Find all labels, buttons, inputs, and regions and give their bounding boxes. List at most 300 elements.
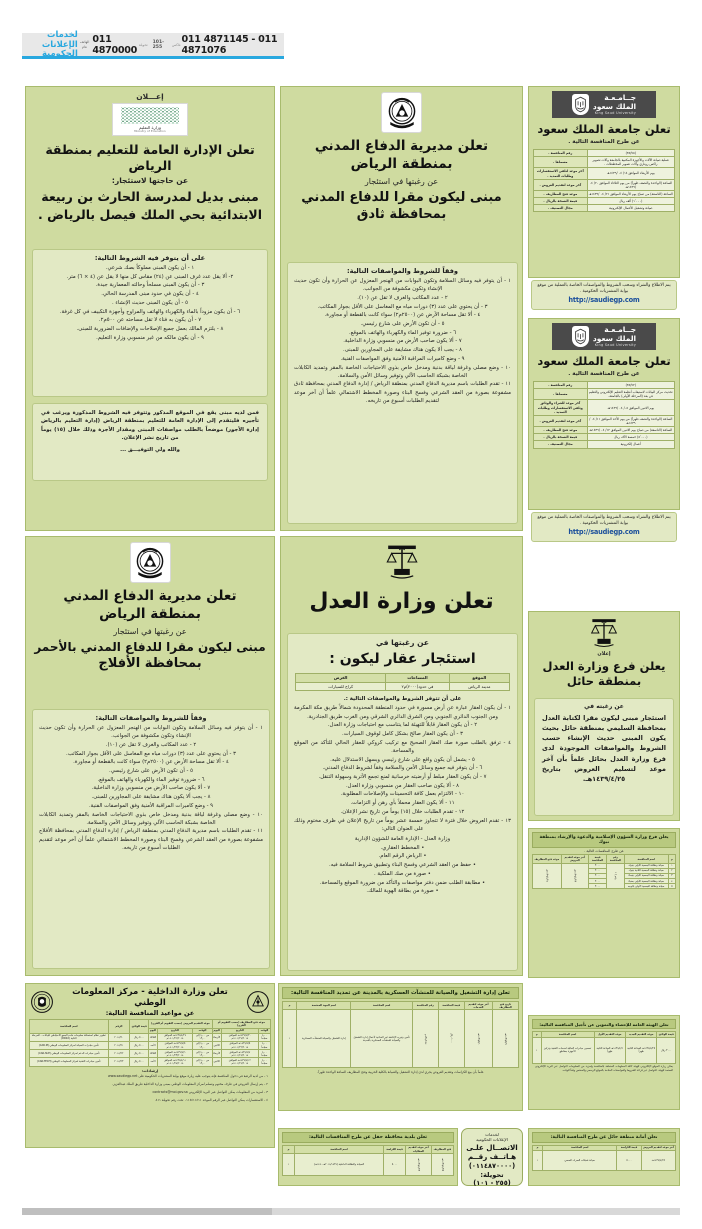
ksu-logo-en: King Saud University [594,111,637,116]
contact-ext-number: (٢٥٥ - ١٠١) [473,1179,511,1188]
military-ops-footnote: علماً بأن بيع الكراسات وتقديم العروض يجري لدى إدارة التشغيل والصيانة بالكلية الحربية وفتح المظاريف الساعة الواحدة ظهراً. [317,1069,484,1074]
cd2-headline-2: بمنطقة الرياض [99,605,201,622]
ntis-note-1: ١ - من لديه الرغبة في دخول المنافسة فإنه يتوجب عليه زيارة موقع بوابة المشتريات الحكومية على www.saudiegp.net [108,1074,268,1079]
announcement-municipality-haql [278,1128,458,1186]
cd1-sub-2: مبنى ليكون مقرا للدفاع المدني [301,190,502,206]
cell-label: مسماها . [534,389,588,400]
col-index: م [283,1002,297,1010]
list-item: ٢ - عدد المكاتب والغرف لا تقل عن (١٠). [105,741,197,748]
cell-index: ١ [283,1010,297,1068]
list-item: ٤ - ألا تقل مساحة الأرض عن (٢٥٠٠م٢) سواء كانت بالقطعة أو مجاورة. [324,312,481,319]
ksu-logo-2 [552,323,656,350]
cell-name: تحسين مبادرات الحالية لخدمات التقنية وتركيز الأجهزة بمقاطع [541,1037,594,1063]
ksu1-headline: تعلن جامعة الملك سعود [537,122,671,137]
cell-deadline: ١٤٣٩/٤/٢٥هـ [641,1150,675,1170]
table-row [534,441,675,448]
ntis-note-3: ٣ - لمزيد من المعلومات يمكن التواصل عبر البريد الإلكتروني contracts@moi.gov.sa [152,1089,268,1094]
cell-open-date: ١٤٣٩/٤/٣٠هـ الموافق ١٤٠١/٢٧/٢٠١٨م [221,1033,258,1041]
cell-purpose: كراج للسيارات [296,682,386,691]
cell-open-date: ١٤٣٩/٥/٦هـ [493,1010,519,1068]
hail-headline-1: يعلن فرع وزارة العدل [542,659,666,673]
moj-headline: تعلن وزارة العدل [309,589,494,614]
contact-line-2: الإعلانات الحكومية [476,1137,508,1143]
col-open-time: الوقت [258,1028,270,1033]
cell-label: قيمة النسخة بالريال . [534,434,588,441]
cell-old-date: ١٤٣٩/٤/٦هـ الساعة الثانية ظهراً [594,1037,625,1063]
list-item: ٦ - أن يكون مزوداً بالماء والكهرباء والهاتف والمراوح وأجهزة التكييف في كل غرفة. [59,308,241,315]
moe-closing-box [32,403,268,481]
portal-note-text: يتم الاطلاع والشراء وسحب الشروط والمواصفات الخاصة بالعملية من موقع بوابة المشتريات الحكومية . [537,515,671,527]
hail-secretariat-title: تعلن أمانة منطقة حائل عن طرح المنافسة التالية: [532,1132,676,1143]
cell-label: قيمة النسخة بالريال . [534,198,588,205]
cell-open-date: ١٤٣٩/٤/١٢هـ الموافق ١٤٠١/٢٩/٢٠١٨م [221,1058,258,1066]
cell-value: ٣٠٠٠ [588,873,607,878]
cell-price: ٥٠٠٠ [617,1150,641,1170]
list-item: ٣ - أن يحتوي على عدد (٣) دورات مياه مع المغاسل على الأقل بجوار المكاتب. [317,303,488,310]
postponement-footnote: يمكن زيارة الموقع الإلكتروني للهيئة كافة المعلومات المتعلقة بالمنافسة ولمزيد من المعلومات التواصل عبر البريد الإلكتروني المعتمد للهيئة. للتواصل عبر قراءة الشروط والمواصفات المتاحة بالموقع الرسمي والمختص وفقاً للوقت. [535,1065,673,1072]
col-index: م [533,1145,543,1150]
table-row [534,389,675,400]
table-row [534,168,675,179]
cell-value: الساعة (الواحدة والنصف ظهراً) من يوم الثلاثاء الموافق ٢٠/ ٠٤ /١٤٣٩هـ [587,179,674,190]
cell-open-time: ٩٫٠٠ صباحاً [258,1033,270,1041]
cell-sub-time: من ٩٫٠٠ إلى ١٣٫٠٠ [193,1033,212,1041]
ntis-note-4: ٤ - الاستفسارات يمكن التواصل عبر الرقم الموحد ٠١١٤٤١١٤١١ تحت رقم تحويلة ٤١١. [154,1097,268,1102]
cell-sub-date: ١٤٣٩/٤/٦هـ الموافق ١٤٠١/٢٣/٢٠١٨م [157,1050,193,1058]
cell-value: (١٬٠٠٠) ألف ريال [587,198,674,205]
military-ops-rows [283,1010,519,1068]
hail-body-text: استئجار مبنى ليكون مقرا لكتابة العدل بمحافظة السليمي بمنطقة حائل بحيث يكون المبنى حديث الإنشاء حسب الشروط والمواصفات الموجودة لدى فرع وزارة العدل بحائل علماً بأن آخر موعد لتسليم العروض بتاريخ ١٤٣٩/٤/٢٥هـ. [542,713,666,784]
cell-value: صيانة وتشغيل الأعمال الإلكترونية [587,205,674,212]
table-row [534,149,675,156]
list-item: ٢ - عدد المكاتب والغرف لا تقل عن (١٠). [357,294,448,301]
ntis-title: تعلن وزارة الداخلية - مركز المعلومات الوطني [72,987,228,1008]
announcement-ministry-of-education [25,86,275,531]
civil-defense-emblem-1 [381,92,422,133]
cell-opening: ١٤٣٩/٤/٢٥هـ [431,1154,453,1176]
list-item: ٧ - أن يكون العقار مبلط أو أرضيته خرسانية لمنع تجمع الأتربة وسهولة التنقل. [318,774,487,781]
cell-value: ٥٠٠٠ ريال [130,1041,149,1049]
cell-name: تطوير نظام استضافة معلومات خادم الجمع الاحتياطي للبيانات - المرحلة الثانية (DR02) [30,1033,109,1041]
table-header-row [283,1145,454,1153]
cell-price: ٥٠٠٠ [383,1154,405,1176]
col-purpose: الغرض [296,674,386,683]
col-price: قيمة الكراسة [383,1145,405,1153]
ksu-logo-ar2: الملك سعود [592,333,637,343]
moe-sub-2: مبنى بديل لمدرسة الحارث بن ربيعة [41,189,259,204]
table-row [283,1154,454,1176]
cell-label: آخر موعد لتقديم العروض . [534,415,588,426]
announcement-civil-defense-aflaj [25,536,275,976]
cell-name: الصيانة والنظافة الداخلية (٢٠١٨/١٤٣٩هـ-١٤٤٠هـ) [295,1154,384,1176]
announcement-ksu-tender-3875 [528,86,680,278]
col-submission-group: موعد التقديم العروض (حسب التقويم أم القرى) [149,1020,212,1028]
list-item: ٩ - وضع كاميرات المراقبة الأمنية وفق المواصفات الفنية. [88,802,214,809]
table-row [533,1037,676,1063]
list-item: ٧ - ألا يكون صاحب الأرض من منسوبي وزارة الداخلية. [91,785,211,792]
list-item: ١ - أن يكون المبنى مملوكاً بصك شرعي. [105,265,195,271]
col-submission-deadline: آخر موعد لتقديم العروض [561,855,588,863]
ksu-logo-text-1 [593,94,636,115]
list-item: ٧ - أن يكون به فناء لا تقل مساحته عن ٥٠٠م٢. [98,317,202,324]
announcement-ministry-of-justice [280,536,523,976]
cell-open-time: ٩٫٠٠ صباحاً [258,1050,270,1058]
cd1-headline-1: تعلن مديرية الدفاع المدني [314,138,489,154]
cell-location: مدينة الرياض [449,682,509,691]
civil-defense-emblem-2 [130,542,171,583]
cell-label: مسماها . [534,157,588,168]
moj-requirements-table [295,673,509,691]
announcement-military-facilities-ops [278,983,523,1111]
cd1-headline-2: بمنطقة الرياض [350,155,453,172]
ntis-header-row [29,987,271,1017]
table-row [534,157,675,168]
cell-value: (٥٬٠٠٠) خمسة الآف ريال [587,434,674,441]
hail-secretariat-table [532,1145,676,1171]
col-value: قيمة المنافسة [438,1002,464,1010]
military-ops-table [282,1001,519,1068]
list-item: ١١ - تقدم الطلبات باسم مديرية الدفاع المدني بمنطقة الرياض / إدارة الدفاع المدني بمحافظة ثادق مشفوعة بصورة من العقد الشرعي وفسح البناء وصورة المخطط الاشتمالي علماً أن آخر موعد لتقديم الطلبات أسبوع من تاريخه. [294,381,511,404]
col-price: قيمة الكراسة [617,1145,641,1150]
cell-value: (٣٨/٧٢) [587,381,674,388]
islamic-affairs-table [532,854,676,889]
cell-label: آخر موعد للشراء والوثائق وتلقي الاستفسارات وطلبات التمديد . [534,400,588,415]
list-item: ٦ - ضرورة توفير الماء والكهرباء والهاتف بالموقع. [348,329,457,336]
cell-name: صيانة ونظافة الجمعية الثانية بتبوك [624,868,668,873]
ksu-crest-icon [574,96,587,113]
cell-deadline: ١٤٣٩/٤/٢٣هـ [561,863,588,889]
moj-address-list [292,835,513,895]
col-tender-name: اسم المنافسة [624,855,668,863]
col-opening: فتح المظاريف [431,1145,453,1153]
ksu-logo-ar2: الملك سعود [592,101,637,111]
cd2-headline-1: تعلن مديرية الدفاع المدني [63,588,237,604]
list-item: ١٣ - تقدم العروض خلال فترة لا تتجاوز خمسة عشر يوماً من تاريخ الإعلان في ظرف مختوم وذلك على العنوان التالي: [294,817,511,832]
ksu2-sub: عن طرح المنافسة التالية . [568,370,640,377]
list-item: ٨ - يلتزم المالك بعمل جميع الإصلاحات والإضافات الضرورية للمبنى. [76,325,224,332]
list-item: ٣ - أن يكون المبنى مسلحاً وحالته المعمارية جيدة. [95,282,205,289]
cell-label: رقم المنافسة . [534,381,588,388]
cell-sub-day: الثلاثاء [149,1033,157,1041]
list-item: ٤ - أن يكون في حدود مبنى المدرسة الحالي. [101,291,199,298]
cell-sub-day: الأحد [149,1058,157,1066]
col-doc-value: قيمة الوثائق [658,1032,674,1036]
announcement-islamic-affairs-tabuk [528,828,680,978]
cell-open-day: الاثنين [212,1058,221,1066]
table-header-row [30,1020,271,1028]
contact-phone-number: (٠١١٤٨٧٠٠٠٠) [468,1161,516,1170]
ntis-rows [30,1033,271,1066]
col-open-date: تاريخ فتح المظاريف [493,1002,519,1010]
ksu-logo-en: King Saud University [594,343,637,348]
cell-entity: إدارة التشغيل والصيانة للمنشآت العسكرية [297,1010,351,1068]
civil-defense-crest-icon [132,545,168,581]
col-entity: اسم الجهة المختصة [297,1002,351,1010]
cell-sub-day: الثلاثاء [149,1050,157,1058]
list-item: ١٠ - وضع مصلى وغرفة لياقة بدنية ومدخل خاص بذوي الاحتياجات الخاصة بالمقر وتمديد الكابلات الخاصة بشبكة الحاسب الآلي وتوفير وسائل الأمن والسلامة. [39,811,263,826]
cell-name: صيانة ونظافة الجمعية الأولى بالوجه [624,884,668,889]
list-item: ٢ - أن يكون العقار قابلاً للتهيئة لما يتناسب مع احتياجات وزارة العدل. [327,722,478,729]
cell-area: في حدود(٢٠٠٠)م٢ [385,682,449,691]
col-tender-value: قيمة المنافسة [588,855,607,863]
moj-detail-box [287,633,518,971]
cell-name: تأمين وتوريد الإعاشة غير الغذائية لأعمال إدارة التشغيل والصيانة للمنشآت العسكرية بالمدينة [351,1010,412,1068]
ntis-title-block [55,987,245,1017]
cell-index: ٤ [668,879,675,884]
hail-announcement-label: إعلان [597,651,611,657]
cell-label: موعد فتح المظاريف . [534,427,588,434]
announcement-label: إعـــلان [136,92,164,101]
portal-url-link[interactable]: http://saudiegp.com [568,296,640,305]
cd2-conditions-title: وفقاً للشروط والمواصفات التالية: [95,714,207,722]
moe-dots-icon [121,107,179,124]
ministry-of-justice-emblem [382,542,422,582]
col-deadline: آخر موعد لتقديم الخدمات [464,1002,492,1010]
cell-open-day: الأربعاء [212,1033,221,1041]
cell-open-date: ١٤٣٩/٤/٧هـ الموافق ١٤٠١/٢٤/٢٠١٨م [221,1050,258,1058]
table-row [534,205,675,212]
list-item: • المخطط العقاري. [380,844,425,851]
masthead-fax-label: فاكس [171,42,181,47]
hail-body-box [534,698,674,816]
ministry-of-interior-emblem-icon [29,989,55,1015]
cell-name: صيانة ونظافة الجمعية الأولى بتيماء [624,873,668,878]
municipality-title: تعلن بلدية محافظة حقل عن طرح المنافسات التالية: [282,1132,454,1143]
announcement-justice-branch-hail [528,611,680,821]
cell-value: ٣٠٠٠ [588,879,607,884]
list-item: ١١ - ألا يكون العقار محملاً بأي رهن أو التزامات. [350,800,455,807]
list-item: • الرياض الرقم العام. [378,853,427,860]
table-row [534,381,675,388]
masthead-fax-numbers: 011 4871145 - 011 4871076 [181,33,278,56]
cell-value: ٥٠٠٠ ريال [130,1058,149,1066]
masthead-ext-number: 101-255 [152,39,165,50]
portal-note-text: يتم الاطلاع والشراء وسحب الشروط والمواصفات الخاصة بالعملية من موقع بوابة المشتريات الحكومية . [537,283,671,295]
cell-sub-date: ١٤٣٩/٤/١١هـ الموافق ١٤٠١/٢٨/٢٠١٨م [157,1058,193,1066]
masthead-ext-label: تحويلة [138,42,148,47]
contact-line-4: هـاتــف رقــم [467,1152,517,1162]
col-tender-name: اسم المنافسة [30,1020,109,1033]
moj-conditions-list [292,704,513,833]
postponement-title: تعلن الهيئة العامة للإحصاء والتموين عن تأجيل المنافسة التالية: [532,1019,676,1029]
cd2-sub-2: مبنى ليكون مقرا للدفاع المدني بالأحمر [34,640,266,655]
cell-value: ١٠٠٠ ريال [438,1010,464,1068]
cd1-conditions-box [287,262,518,524]
cell-number: ٢٠١٨/٢٢ [108,1050,130,1058]
list-item: ٣ - أن يحتوي على عدد (٣) دورات مياه مع المغاسل على الأقل بجوار المكاتب. [66,750,236,757]
cd2-conditions-box [32,709,270,969]
cell-name: صيانة شبكات الصرف الصحي [543,1150,617,1170]
list-item: ١٢ - تقدم الطلبات خلال (١٥) يوماً من تاريخ نشر الإعلان. [340,808,465,815]
moe-logo-en: Ministry of Education [134,129,166,133]
moe-conditions-list [37,264,263,342]
cd2-sub-3: بمحافظة الأفلاج [98,656,202,672]
ksu2-portal-note [531,512,677,542]
list-item: ١ - أن يتوفر فيه وسائل السلامة وتكون البوابات من الهنجر المعزول عن الحرارة وأن تكون حديث الإنشاء وتكون مكشوفة من الجوانب. [39,725,263,740]
ntis-tenders-table [29,1019,271,1066]
government-ads-contact-box [461,1128,523,1186]
hail-secretariat-rows [533,1150,676,1170]
col-index: م [283,1145,295,1153]
cell-name: تأمين مبادرات التقنية لمركز المعلومات الوطني (CAR-TECH) [30,1058,109,1066]
col-sub-time: الوقت [193,1028,212,1033]
ksu-shield-icon [572,94,589,115]
municipality-table [282,1145,454,1176]
cell-value: ٥٠٠٠ ريال [130,1050,149,1058]
cell-number: ٢٠١٨/٢٠ [108,1033,130,1041]
ntis-note-2: ٢ - يتم إرسال العروض في ظرف مختوم وتسلم لمركز المعلومات الوطني بمبنى وزارة الداخلية طريق الملك عبدالعزيز. [112,1081,268,1086]
cell-index: ١ [668,863,675,868]
cell-value: الساعة (التاسعة) من صباح يوم الأربعاء الموافق ٢١/ ٠٤ /١٤٣٩هـ [588,191,673,196]
col-name: اسم المنافسة [295,1145,384,1153]
cell-sub-time: من ٩٫٠٠ إلى ١٣٫٠٠ [193,1058,212,1066]
col-open-date: التاريخ [221,1028,258,1033]
cell-index: ٣ [668,873,675,878]
col-sub-day: اليوم [149,1029,157,1032]
list-item: ٨ - ألا يكون صاحب العقار من منسوبي وزارة العدل. [345,782,460,789]
cell-sub-time: من ٩٫٠٠ إلى ١٣٫٠٠ [193,1041,212,1049]
cell-sub-date: ١٤٣٩/٤/٢٩هـ الموافق ١٤٠١/٢٦/٢٠١٨م [157,1033,193,1041]
table-row [30,1041,271,1049]
cell-value: يوم الاثنين الموافق ٠٥/ ٠٤ /١٤٣٩هـ [587,400,674,415]
list-item: ١١ - تقدم الطلبات باسم مديرية الدفاع المدني بمنطقة الرياض / إدارة الدفاع المدني بمحافظة الأفلاج مشفوعة بصورة من العقد الشرعي وفسح البناء وصورة المخطط الاشتمالي علماً أن آخر موعد لتقديم الطلبات أسبوع من تاريخه. [39,828,263,851]
list-item: ١ - أن يتوفر فيه وسائل السلامة وتكون البوابات من الهنجر المعزول عن الحرارة وأن تكون حديث الإنشاء وتكون مكشوفة من الجوانب. [294,278,511,293]
table-row [30,1050,271,1058]
list-item: ٩ - أن يكون مالكه من غير منسوبي وزارة التعليم. [96,334,204,341]
cell-sub-time: من ٩٫٠٠ إلى ١٣٫٠٠ [193,1050,212,1058]
table-row [296,682,509,691]
cell-open-date: ١٤٣٩/٤/٥هـ الموافق ١٤٠١/٢٢/٢٠١٨م [221,1041,258,1049]
col-sub-date: التاريخ [157,1028,193,1033]
announcement-hail-secretariat [528,1128,680,1186]
col-deadline: آخر موعد لتقديم العروض [642,1146,674,1150]
list-item: ٣ - أن يكون العقار صالح بشكل كامل لوقوف السيارات. [342,731,463,738]
table-row [283,1010,519,1068]
cell-name: صيانة ونظافة الجمعية الأولى بتبوك [624,863,668,868]
table-header-row [283,1002,519,1010]
national-information-center-emblem-icon [245,989,271,1015]
cell-value: ٥٠٠٠ ريال [130,1033,149,1041]
moe-conditions-title: على أن يتوفر فيه الشروط التالية: [94,254,206,262]
table-row [534,179,675,190]
table-row [30,1033,271,1041]
cell-open-day: الأربعاء [212,1050,221,1058]
table-row [534,427,675,434]
moe-closing-text: فمن لديه مبنى يقع في الموقع المذكور وتتوفر فيه الشروط المذكورة ويرغب في تأجيره فليتقدم إلى الإدارة العامة للتعليم بمنطقة الرياض (إدارة التعليم بالرياض إدارة الأجور) موضحاً بالطلب مواصفات المبنى ومقدار الأجرة وذلك خلال (١٥) يوماً من تاريخ نشر الإعلان. [41,410,259,442]
cell-value: تحديث مركز البيانات لاستيعاب أنظمة التعليم الإلكتروني والتعليم عن بعد (المرحلة الأولى) بالجامعة. [588,390,673,399]
moe-conditions-box [32,249,268,397]
cell-value: ٣٠٠٠ [588,863,607,868]
masthead-phone-label: الهاتف عام [79,40,90,49]
col-opening-group: موعد فتح المظاريف (حسب التقويم أم القرى) [212,1020,270,1028]
list-item: ٨ - يجب ألا يكون هناك مشايفة على المجاورين للمبنى. [343,347,462,354]
cell-opening: ١٤٣٩/٤/٢٤هـ [533,863,562,889]
cell-index: ١ [533,1037,542,1063]
list-item: ٦ - ضرورة توفير الماء والكهرباء والهاتف بالموقع. [97,776,205,783]
cell-open-time: ٩٫٠٠ صباحاً [258,1058,270,1066]
col-tender-name: اسم المنافسة [351,1002,412,1010]
list-item: ٤ - ترفق بالطلب صورة صك العقار الصحيح مع تركيب كروكي للعقار الحالي للتأكد من الموقع والمساحة. [294,739,511,754]
list-item: ٥ - أن يكون المبنى حديث الإنشاء . [112,299,188,306]
list-item: ٧ - ألا يكون صاحب الأرض من منسوبي وزارة الداخلية. [343,338,462,345]
list-item: ١٠ - الالتزام بعمل كافة التحسينات والإصلاحات المطلوبة. [340,791,465,798]
table-header-row [296,674,509,683]
hail-headline-2: بمنطقة حائل [566,674,642,689]
cell-name: تأمين مبادرات الدعم لمركز المعلومات الوطني (CAR-SUP) [30,1050,109,1058]
announcement-statistics-postponement [528,1015,680,1110]
cell-label: آخر موعد لتقديم العروض . [534,179,588,190]
ksu-logo-ar1: جــامـعـة [604,325,637,334]
cell-index: ٢ [668,868,675,873]
col-new-date: موعد التقديم الجديد [625,1032,656,1037]
list-item: وزارة العدل - الإدارة العامة للشؤون الإدارية [354,835,451,842]
cell-value: ٣٠٠٠ [588,884,607,889]
list-item: • مطابقة الطلب ضمن دفتر مواصفات والتأكد من ضرورة الموقع والمساحة. [319,879,486,886]
cell-label: آخر موعد لتلقي الاستفسارات وطلبات التمديد . [534,168,588,179]
cd1-sub-1: عن رغبتها في استئجار [364,176,439,186]
col-open-day: اليوم [213,1029,220,1032]
moj-sub-1: عن رغبتها في [376,638,429,647]
ksu-logo-ar1: جــامـعـة [604,93,637,102]
list-item: ١٠ - وضع مصلى وغرفة لياقة بدنية ومدخل خاص بذوي الاحتياجات الخاصة بالمقر وتمديد الكابلات الخاصة بشبكة الحاسب الآلي وتوفير وسائل الأمن والسلامة. [294,364,511,379]
cell-label: مجال التصنيف . [534,205,588,212]
page-bottom-rule [22,1208,680,1215]
cell-value: (٣٨/٧٥) [587,149,674,156]
contact-line-1: لخدمات [485,1132,499,1137]
list-item: • صورة من صك الملكية . [374,870,431,877]
ksu2-headline: تعلن جامعة الملك سعود [537,354,671,369]
cell-open-day: الاثنين [212,1041,221,1049]
col-index: م [533,1032,542,1037]
ksu-logo-1 [552,91,656,118]
masthead-title: لخدمات الإعلانات الحكومية [41,28,78,59]
cell-index: ١ [283,1154,295,1176]
portal-url-link[interactable]: http://saudiegp.com [568,528,640,537]
moj-conditions-title: على أن تتوفر الشروط والمواصفات التالية :. [343,696,462,703]
announcement-civil-defense-thadiq [280,86,523,531]
moe-logo-ar: وزارة التعليم [139,124,161,130]
ksu2-tender-table [533,381,675,449]
cell-index: ١ [533,1150,543,1170]
col-tender-name: اسم المنافسة [541,1032,594,1037]
ksu1-sub: عن طرح المنافسة التالية . [568,138,640,145]
col-number: الرقم [108,1020,130,1033]
cell-value: يوم الأربعاء الموافق ١٤/ ٠٤ /١٤٣٩هـ [587,168,674,179]
col-doc-value: قيمة الوثائق [130,1020,149,1033]
list-item: ٥ - يشمل أن يكون واقع على شارع رئيسي ويسهل الاستدلال عليه. [330,756,475,763]
table-row [533,1150,676,1170]
table-row [534,400,675,415]
list-item: ٢- ألا يقل عدد غرف المبنى عن (٢٤) مقاس كل منها لا يقل عن (٤ × ٦) متر. [66,273,234,280]
ntis-notes-title: إرشادات: [141,1068,159,1073]
cell-deadline: ١٤٣٩/٥/٠هـ [464,1010,492,1068]
list-item: • صورة من بطاقة الهوية للمالك. [366,888,439,895]
col-opening-date: موعد فتح المظاريف [533,855,562,863]
ministry-of-education-logo [112,103,188,136]
cell-value: ٣٠٠٠ [588,868,607,873]
military-ops-title: تعلن إدارة التشغيل والصيانة للمنشآت العسكرية بالمدينة عن تمديد المنافسة التالية: [282,987,519,999]
cell-value: الساعة (التاسعة) من صباح يوم الاثنين الموافق ١٢/ ٠٤ /١٤٣٩هـ [587,427,674,434]
cell-number: ٢٠١٨/٢١ [108,1041,130,1049]
announcement-ksu-tender-3872 [528,318,680,510]
cell-value: أعمال إلكترونية [587,441,674,448]
cell-number: ٢٠١٨/٢٣ [108,1058,130,1066]
list-item: ٩ - وضع كاميرات المراقبة الأمنية وفق المواصفات الفنية. [340,355,465,362]
moj-hail-emblem [587,616,621,650]
list-item: ١ - أن يكون العقار عبارة عن أرض مسورة في حدود المنطقة المحدودة شمالاً طريق مكة المكرمة ومن الجنوب الدائري الجنوبي ومن الشرق الدائري الشرقي ومن الغرب طريق الجنادرية. [294,705,511,720]
cell-value: الساعة (الواحدة والنصف ظهراً) من يوم الأحد الموافق ١١/ ٠٤ /١٤٣٩هـ [587,415,674,426]
moe-sub-1: عن حاجتها لاستئجار: [111,176,189,186]
